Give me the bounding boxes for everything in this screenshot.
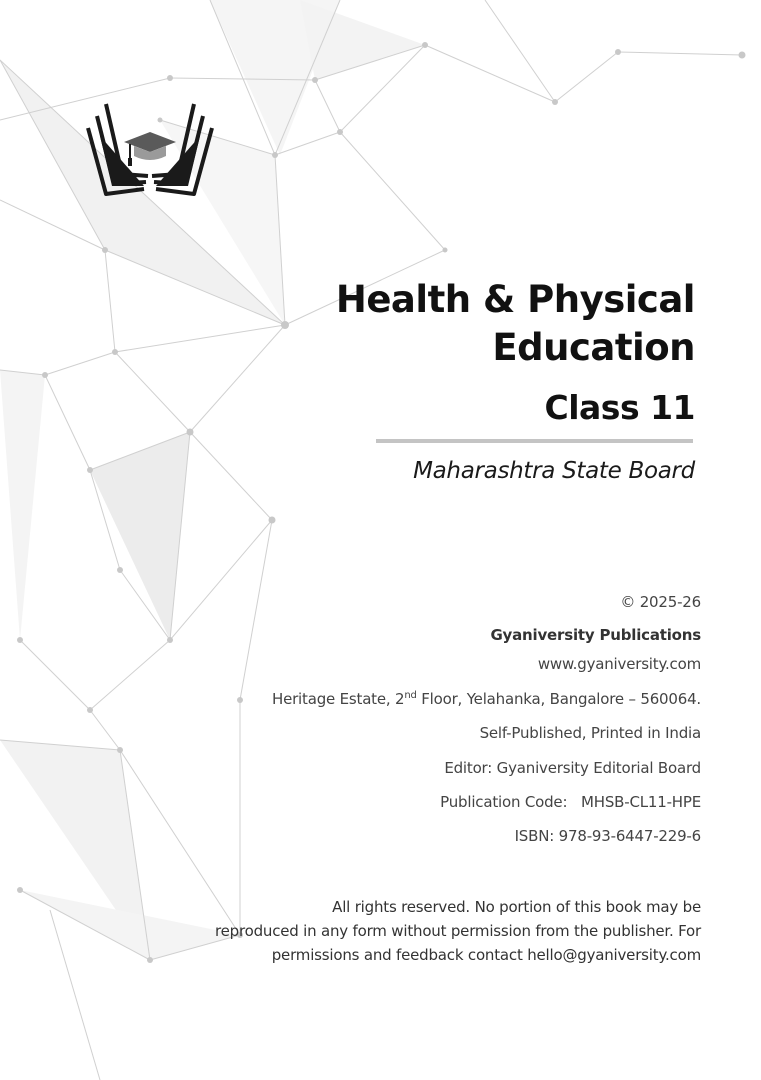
class-label: Class 11 [544,388,695,427]
book-title-line-1: Health & Physical [335,278,695,321]
bg-facet [0,370,45,640]
publication-code [440,793,701,811]
address-text-rest: Floor, Yelahanka, Bangalore – 560064. [416,690,701,708]
address-superscript: nd [404,690,417,701]
title-divider [376,439,693,443]
rights-notice [101,895,701,967]
book-title-line-2: Education [492,326,695,369]
publisher-address [272,690,701,708]
rights-line-1: All rights reserved. No portion of this book may be [332,898,701,916]
rights-line-3: permissions and feedback contact hello@gyaniversity.com [271,946,701,964]
address-text: Heritage Estate, 2 [271,690,405,708]
book-with-graduation-cap-icon [84,96,216,200]
board-name: Maharashtra State Board [413,458,695,484]
isbn [515,827,701,845]
rights-line-2: reproduced in any form without permission from the publisher. For [214,922,701,940]
publication-code-label: Publication Code: [440,793,568,811]
publisher-website: www.gyaniversity.com [537,655,701,673]
editor: Editor: Gyaniversity Editorial Board [444,759,701,777]
bg-facet [300,0,425,80]
self-published-note: Self-Published, Printed in India [479,724,701,742]
isbn-value: 978-93-6447-229-6 [558,827,701,845]
copyright: © 2025-26 [620,593,701,611]
isbn-label: ISBN: [514,827,555,845]
bg-facet [90,432,190,640]
publication-code-value: MHSB-CL11-HPE [581,793,701,811]
publisher-name: Gyaniversity Publications [490,626,701,644]
